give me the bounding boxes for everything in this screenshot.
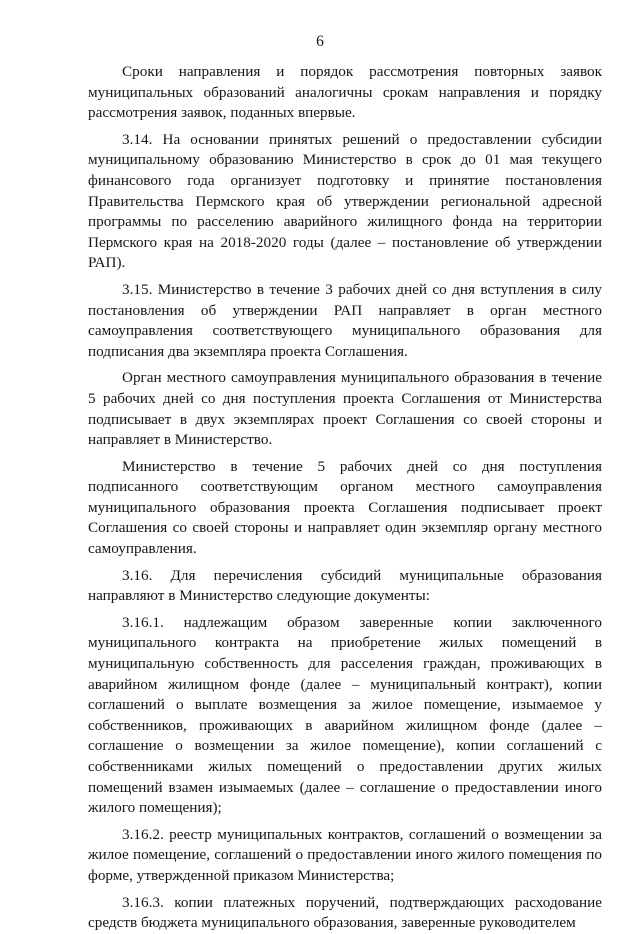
paragraph-ministry-signing: Министерство в течение 5 рабочих дней со дня поступления подписанного соответствующим органом местного самоуправления муниципального образования проекта Соглашения подписывает проект Соглашения со своей стороны и направляет один экземпляр органу местного самоуправления. — [88, 457, 602, 558]
paragraph-3-16: 3.16. Для перечисления субсидий муниципальные образования направляют в Министерство следующие документы: — [88, 566, 602, 605]
document-body — [88, 62, 602, 934]
page-number: 6 — [316, 33, 324, 50]
paragraph-3-16-3: 3.16.3. копии платежных поручений, подтверждающих расходование средств бюджета муниципального образования, заверенные руководителем — [88, 893, 602, 932]
paragraph-3-16-2: 3.16.2. реестр муниципальных контрактов, соглашений о возмещении за жилое помещение, соглашений о предоставлении иного жилого помещения по форме, утвержденной приказом Министерства; — [88, 825, 602, 884]
paragraph-3-15: 3.15. Министерство в течение 3 рабочих дней со дня вступления в силу постановления об утверждении РАП направляет в орган местного самоуправления соответствующего муниципального образования для подписания два экземпляра проекта Соглашения. — [88, 280, 602, 360]
paragraph-repeat-applications: Сроки направления и порядок рассмотрения повторных заявок муниципальных образований аналогичны срокам направления и порядку рассмотрения заявок, поданных впервые. — [88, 63, 602, 122]
paragraph-local-authority-signing: Орган местного самоуправления муниципального образования в течение 5 рабочих дней со дня поступления проекта Соглашения от Министерства подписывает в двух экземплярах проект Соглашения со своей стороны и направляет в Министерство. — [88, 369, 602, 449]
paragraph-3-14: 3.14. На основании принятых решений о предоставлении субсидии муниципальному образованию Министерство в срок до 01 мая текущего финансового года организует подготовку и принятие постановления Правительства Пермского края об утверждении региональной адресной программы по расселению аварийного жилищного фонда на территории Пермского края на 2018-2020 годы (далее – постановление об утверждении РАП). — [88, 130, 602, 272]
paragraph-3-16-1: 3.16.1. надлежащим образом заверенные копии заключенного муниципального контракта на приобретение жилых помещений в муниципальную собственность для расселения граждан, проживающих в аварийном жилищном фонде (далее – муниципальный контракт), копии соглашений о выплате возмещения за жилое помещение, изымаемое у собственников, проживающих в аварийном жилищном фонде (далее – соглашение о возмещении за жилое помещение), копии соглашений с собственниками жилых помещений о предоставлении других жилых помещений взамен изымаемых (далее – соглашение о предоставлении иного жилого помещения); — [88, 613, 602, 817]
